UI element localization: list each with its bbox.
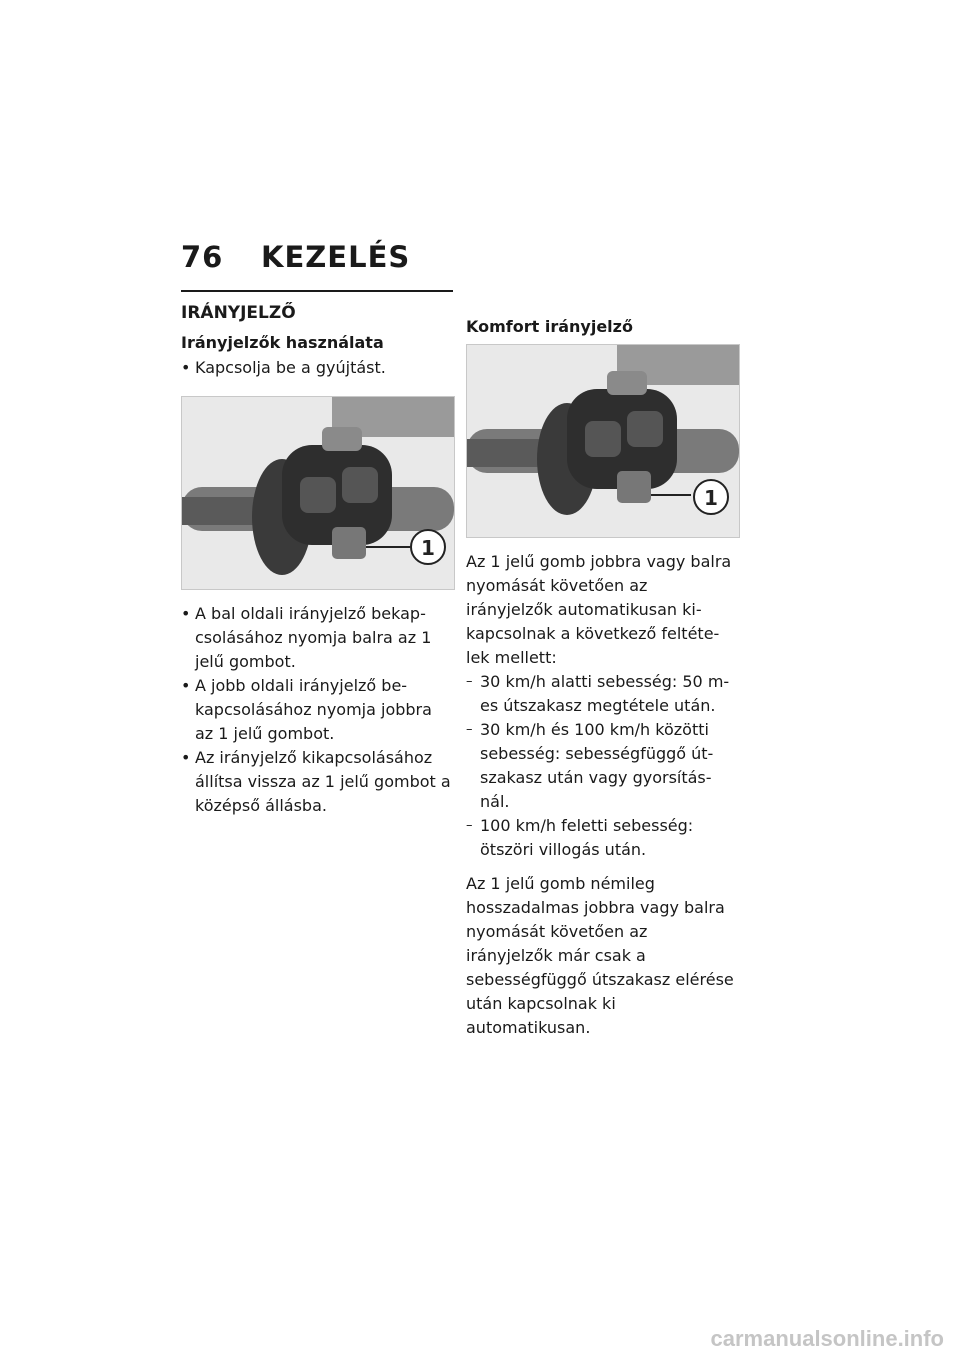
subtitle: Irányjelzők használata bbox=[181, 333, 384, 352]
section-rule bbox=[181, 290, 453, 292]
comfort-switch-illustration bbox=[466, 344, 740, 538]
intro-bullet: • Kapcsolja be a gyújtást. bbox=[181, 356, 453, 380]
section-title: IRÁNYJELZŐ bbox=[181, 303, 296, 323]
figure-callout-1-comfort: 1 bbox=[704, 486, 718, 510]
watermark: carmanualsonline.info bbox=[710, 1326, 944, 1351]
figure-callout-1: 1 bbox=[421, 536, 435, 560]
bullet-off: • Az irányjelző kikapcsolásához állítsa vissza az 1 jelű gombot a középső állásba. bbox=[181, 746, 453, 818]
handlebar-switch-illustration bbox=[181, 396, 455, 590]
page-number: 76 bbox=[181, 240, 224, 274]
chapter-title: KEZELÉS bbox=[261, 240, 411, 274]
bullet-left-on: • A bal oldali irányjelző bekap-csolásához nyomja balra az 1 jelű gombot. bbox=[181, 602, 453, 674]
right-column bbox=[466, 290, 738, 1040]
page-header bbox=[181, 240, 410, 274]
paragraph-long-press: Az 1 jelű gomb némileg hosszadalmas jobbra vagy balra nyomását követően az irányjelzők már csak a sebességfüggő útszakasz elérése után kapcsolnak ki automatikusan. bbox=[466, 874, 734, 1037]
bullet-right-on: • A jobb oldali irányjelző be-kapcsolásához nyomja jobbra az 1 jelű gombot. bbox=[181, 674, 453, 746]
condition-below-30: – 30 km/h alatti sebesség: 50 m-es útszakasz megtétele után. bbox=[466, 670, 738, 718]
condition-above-100: – 100 km/h feletti sebesség: ötszöri villogás után. bbox=[466, 814, 738, 862]
paragraph-auto-off: Az 1 jelű gomb jobbra vagy balra nyomását követően az irányjelzők automatikusan ki-kapcsolnak a következő feltéte-lek mellett: bbox=[466, 552, 732, 667]
condition-30-100: – 30 km/h és 100 km/h közötti sebesség: sebességfüggő út-szakasz után vagy gyorsítás-nál. bbox=[466, 718, 738, 814]
left-column bbox=[181, 290, 453, 818]
subtitle-comfort: Komfort irányjelző bbox=[466, 317, 633, 336]
